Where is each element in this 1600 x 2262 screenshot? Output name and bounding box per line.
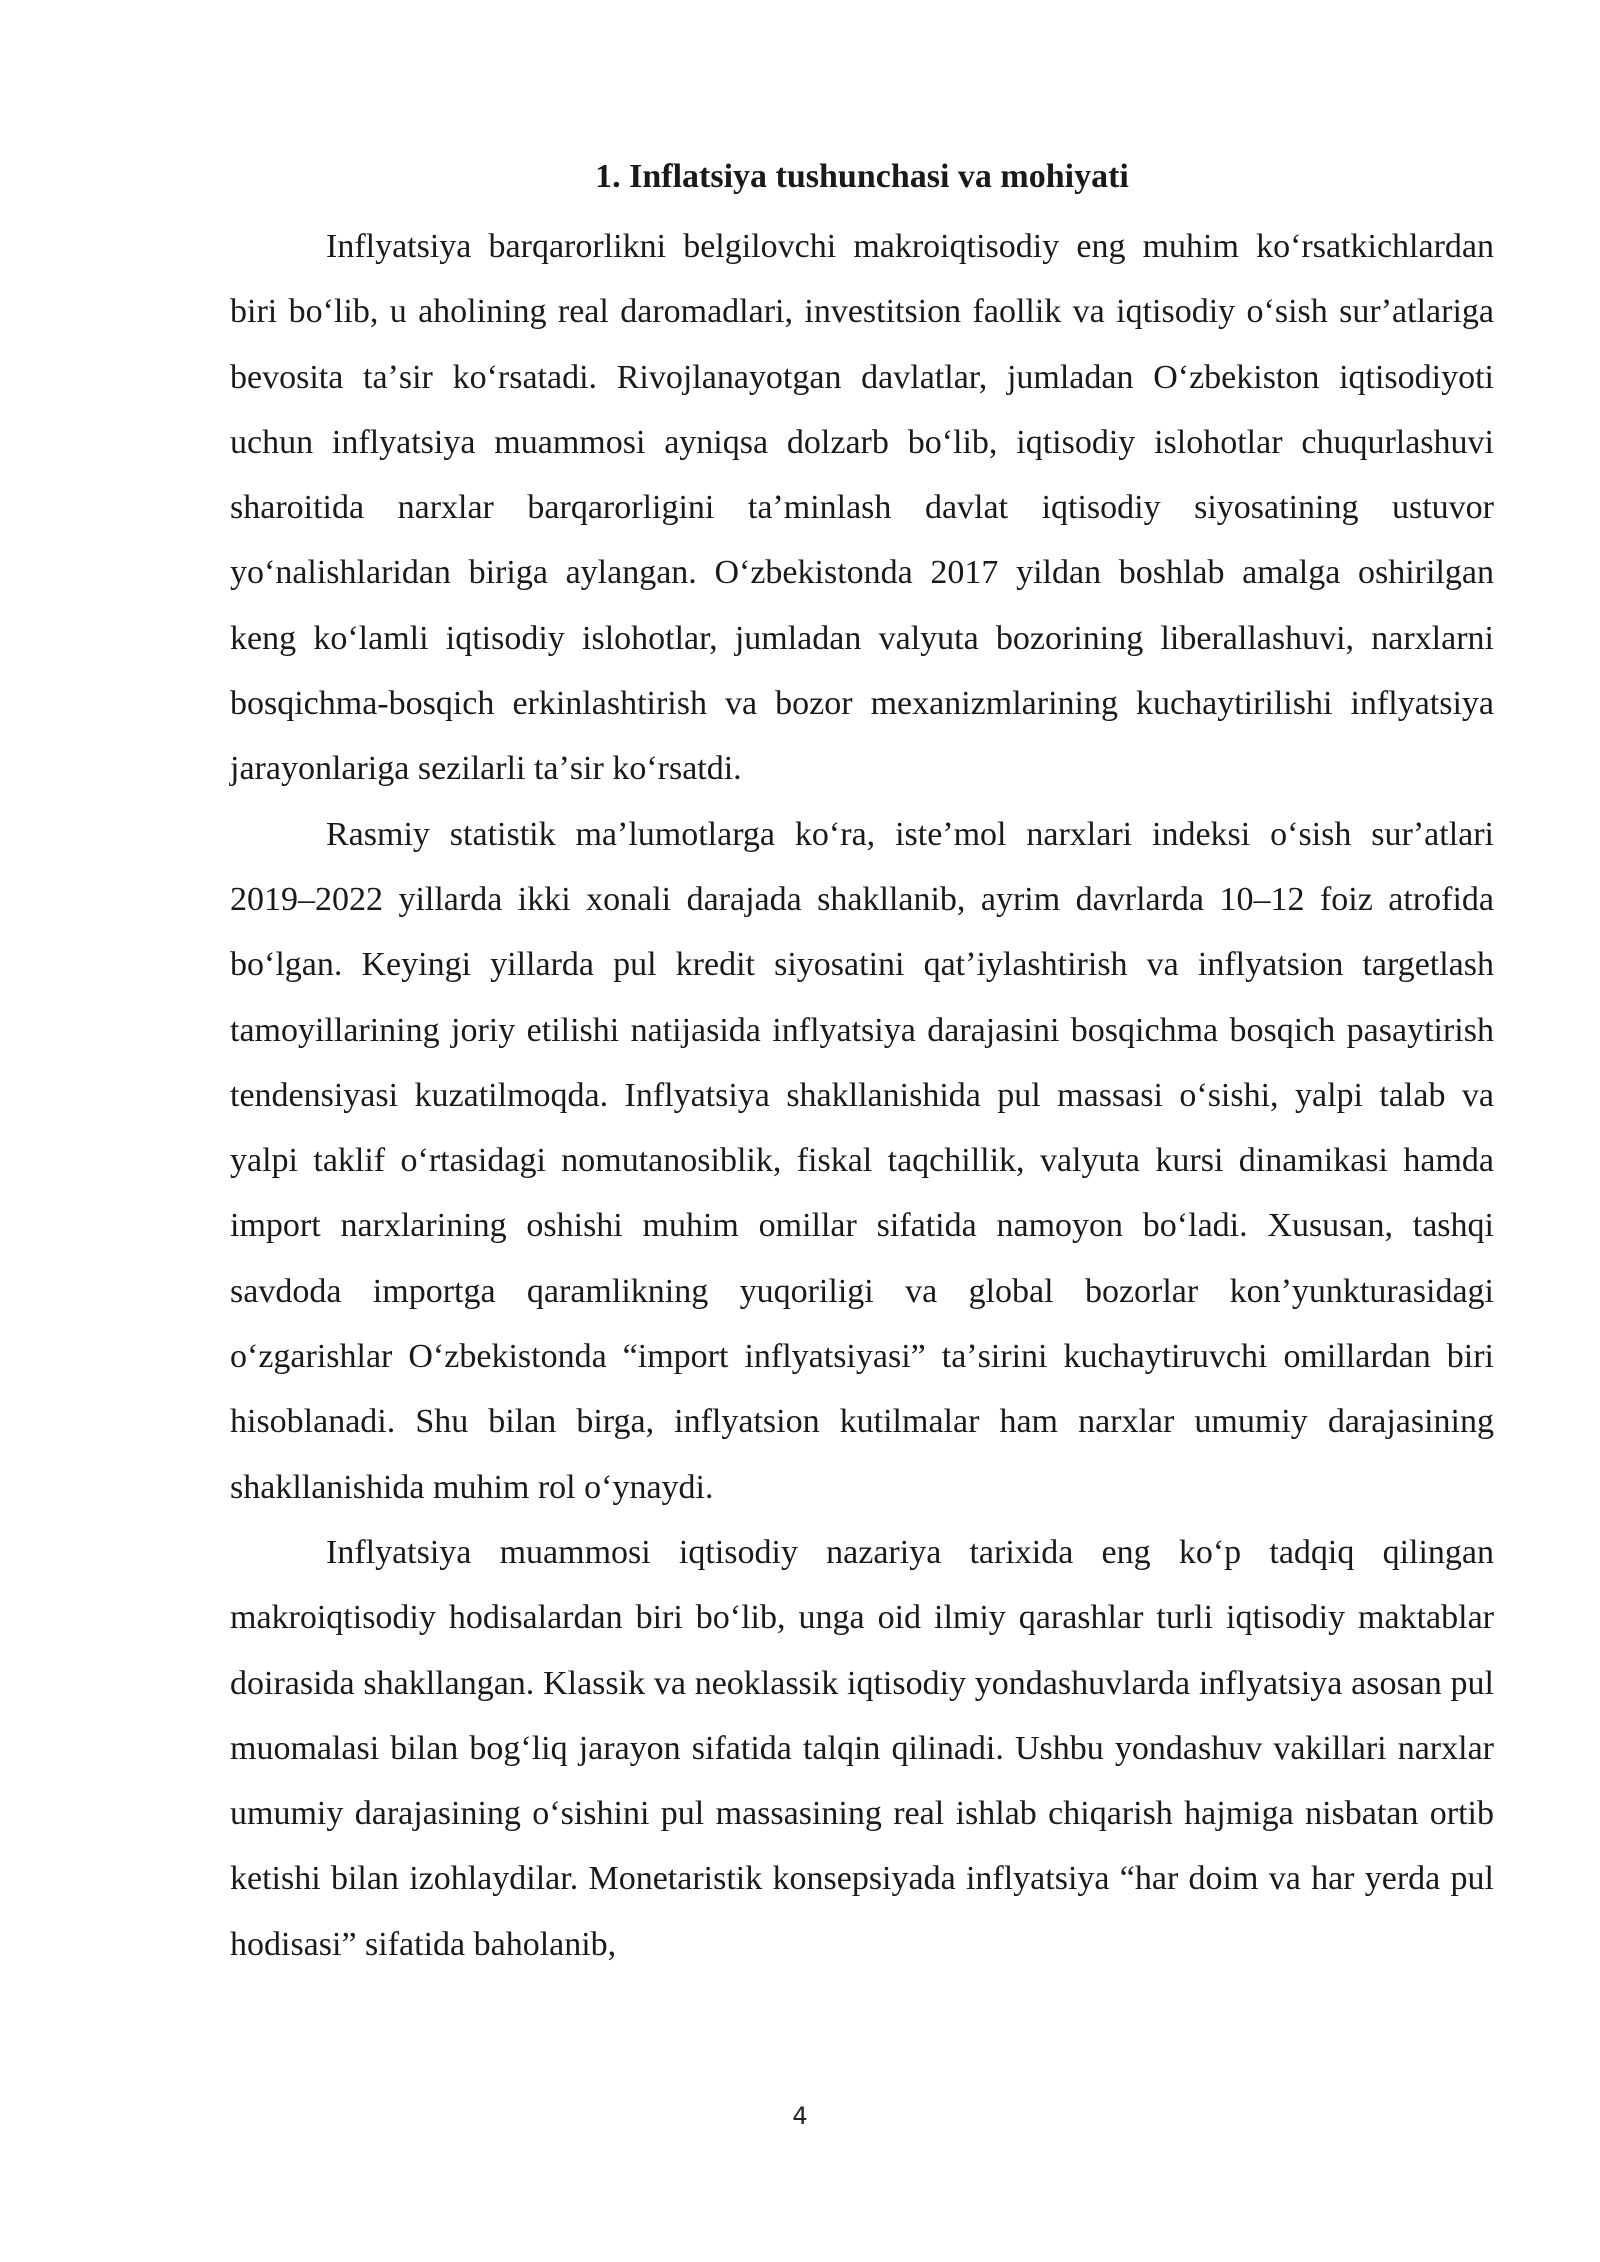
page-number: 4: [792, 2102, 808, 2130]
body-text: [230, 214, 1494, 1977]
paragraph-2: Rasmiy statistik maʼlumotlarga koʻra, isteʼmol narxlari indeksi oʻsish surʼatlari 2019–2022 yillarda ikki xonali darajada shakllanib, ayrim davrlarda 10–12 foiz atrofida boʻlgan. Keyingi yillarda pul kredit siyosatini qatʼiylashtirish va inflyatsion targetlash tamoyillarining joriy etilishi natijasida inflyatsiya darajasini bosqichma bosqich pasaytirish tendensiyasi kuzatilmoqda. Inflyatsiya shakllanishida pul massasi oʻsishi, yalpi talab va yalpi taklif oʻrtasidagi nomutanosiblik, fiskal taqchillik, valyuta kursi dinamikasi hamda import narxlarining oshishi muhim omillar sifatida namoyon boʻladi. Xususan, tashqi savdoda importga qaramlikning yuqoriligi va global bozorlar konʼyunkturasidagi oʻzgarishlar Oʻzbekistonda “import inflyatsiyasi” taʼsirini kuchaytiruvchi omillardan biri hisoblanadi. Shu bilan birga, inflyatsion kutilmalar ham narxlar umumiy darajasining shakllanishida muhim rol oʻynaydi.: [230, 815, 1494, 1506]
paragraph-3: Inflyatsiya muammosi iqtisodiy nazariya tarixida eng koʻp tadqiq qilingan makroiqtisodiy hodisalardan biri boʻlib, unga oid ilmiy qarashlar turli iqtisodiy maktablar doirasida shakllangan. Klassik va neoklassik iqtisodiy yondashuvlarda inflyatsiya asosan pul muomalasi bilan bogʻliq jarayon sifatida talqin qilinadi. Ushbu yondashuv vakillari narxlar umumiy darajasining oʻsishini pul massasining real ishlab chiqarish hajmiga nisbatan ortib ketishi bilan izohlaydilar. Monetaristik konsepsiyada inflyatsiya “har doim va har yerda pul hodisasi” sifatida baholanib,: [230, 1533, 1494, 1963]
paragraph-1: Inflyatsiya barqarorlikni belgilovchi makroiqtisodiy eng muhim koʻrsatkichlardan biri boʻlib, u aholining real daromadlari, investitsion faollik va iqtisodiy oʻsish surʼatlariga bevosita taʼsir koʻrsatadi. Rivojlanayotgan davlatlar, jumladan Oʻzbekiston iqtisodiyoti uchun inflyatsiya muammosi ayniqsa dolzarb boʻlib, iqtisodiy islohotlar chuqurlashuvi sharoitida narxlar barqarorligini taʼminlash davlat iqtisodiy siyosatining ustuvor yoʻnalishlaridan biriga aylangan. Oʻzbekistonda 2017 yildan boshlab amalga oshirilgan keng koʻlamli iqtisodiy islohotlar, jumladan valyuta bozorining liberallashuvi, narxlarni bosqichma-bosqich erkinlashtirish va bozor mexanizmlarining kuchaytirilishi inflyatsiya jarayonlariga sezilarli taʼsir koʻrsatdi.: [230, 228, 1494, 788]
section-heading: 1. Inflatsiya tushunchasi va mohiyati: [595, 158, 1129, 195]
